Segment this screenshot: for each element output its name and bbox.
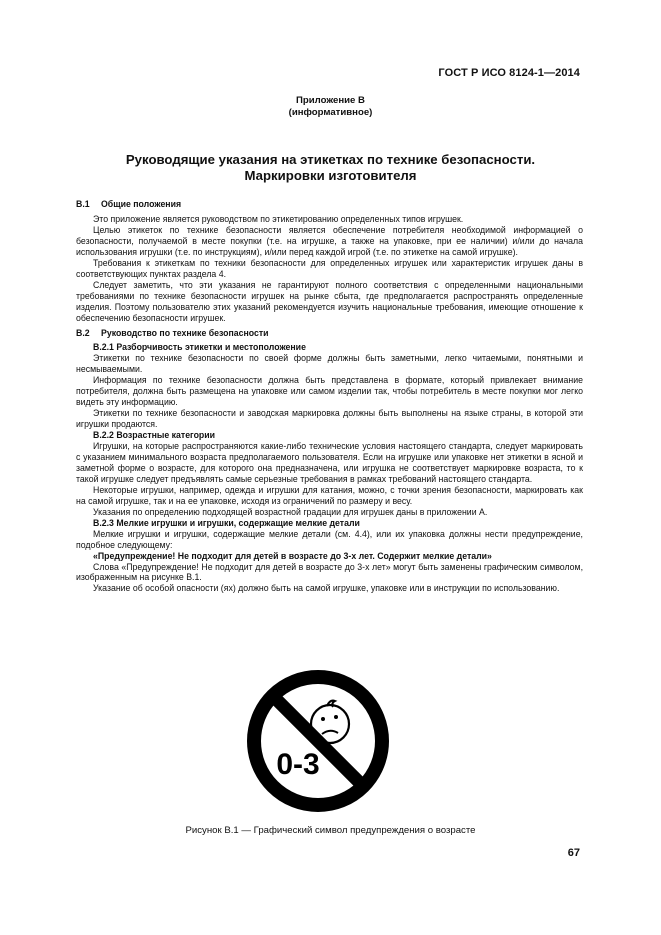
subsection-b21-heading: В.2.1 Разборчивость этикетки и местоположение xyxy=(93,342,306,353)
paragraph: Указания по определению подходящей возрастной градации для игрушек даны в приложении А. xyxy=(93,506,488,517)
section-b2-heading xyxy=(76,328,583,339)
subsection-b23-heading: В.2.3 Мелкие игрушки и игрушки, содержащие мелкие детали xyxy=(93,517,360,528)
section-b1-number: В.1 xyxy=(76,199,90,209)
document-body xyxy=(76,199,583,594)
title-line-2: Маркировки изготовителя xyxy=(244,168,417,183)
page-number: 67 xyxy=(567,847,580,859)
paragraph: Требования к этикеткам по техники безопасности для определенных игрушек или характеристик игрушек даны в соответствующих пунктах раздела 4. xyxy=(76,257,583,279)
paragraph: Этикетки по технике безопасности по своей форме должны быть заметными, легко читаемыми, понятными и несмываемыми. xyxy=(76,353,583,375)
paragraph: Информация по технике безопасности должна быть представлена в формате, который привлекает внимание потребителя, должна быть размещена на упаковке или самом изделии так, чтобы потребитель в месте покупки мог легко видеть эту информацию. xyxy=(76,375,583,408)
annex-heading xyxy=(0,95,661,119)
age-range-label: 0-3 xyxy=(276,748,320,781)
section-b1-heading xyxy=(76,199,583,210)
section-b2-number: В.2 xyxy=(76,328,90,339)
section-b2-title: Руководство по технике безопасности xyxy=(101,328,269,339)
annex-kind: (информативное) xyxy=(288,107,373,118)
paragraph: Игрушки, на которые распространяются какие-либо технические условия настоящего стандарта, следует маркировать с указанием минимального возраста предполагаемого пользователя. Если на игрушке или упаковке нет этикетки в ясной и заметной форме о возрасте, для которого она предназначена, или игрушка не соответствует маркировке возраста, то к такой игрушке следует предъявлять самые серьезные требования в рамках требований настоящего стандарта. xyxy=(76,441,583,484)
figure-caption: Рисунок В.1 — Графический символ предупреждения о возрасте xyxy=(185,825,476,836)
age-warning-symbol xyxy=(243,666,393,816)
paragraph: Некоторые игрушки, например, одежда и игрушки для катания, можно, с точки зрения безопасности, маркировать как на самой игрушке, так и на ее упаковке, исходя из ограничений по размеру и весу. xyxy=(76,484,583,506)
paragraph: Указание об особой опасности (ях) должно быть на самой игрушке, упаковке или в инструкции по использованию. xyxy=(93,583,560,594)
section-b1-title: Общие положения xyxy=(101,199,182,209)
standard-number: ГОСТ Р ИСО 8124-1—2014 xyxy=(438,67,580,79)
title-line-1: Руководящие указания на этикетках по технике безопасности. xyxy=(125,152,536,167)
paragraph: Следует заметить, что эти указания не гарантируют полного соответствия с определенными национальными требованиями по технике безопасности игрушек на рынке сбыта, где предполагается распространять определенные изделия. Поэтому пользователю этих указаний рекомендуется изучить национальные требования, имеющие отношение к обеспечению безопасности игрушек. xyxy=(76,279,583,323)
paragraph: Мелкие игрушки и игрушки, содержащие мелкие детали (см. 4.4), или их упаковка должны нести предупреждение, подобное следующему: xyxy=(76,528,583,550)
paragraph: Этикетки по технике безопасности и заводская маркировка должны быть выполнены на языке страны, в которой эти игрушки продаются. xyxy=(76,408,583,430)
annex-title: Приложение В xyxy=(296,95,365,106)
paragraph: Это приложение является руководством по этикетированию определенных типов игрушек. xyxy=(93,213,464,224)
age-warning-symbol-graphic xyxy=(243,666,393,816)
paragraph: Целью этикеток по технике безопасности является обеспечение потребителя необходимой информацией о безопасности, получаемой в месте покупки (т.е. на игрушке, а также на упаковке, при ее наличии) и/или до начала использования игрушки (т.е. по инструкциям), и/или перед каждой игрой (т.е. по этикетке на самой игрушке). xyxy=(76,224,583,257)
subsection-b22-heading: В.2.2 Возрастные категории xyxy=(93,430,216,441)
paragraph: Слова «Предупреждение! Не подходит для детей в возрасте до 3-х лет» могут быть заменены графическим символом, изображенным на рисунке В.1. xyxy=(76,561,583,583)
warning-text: «Предупреждение! Не подходит для детей в возрасте до 3-х лет. Содержит мелкие детали» xyxy=(93,550,492,561)
document-title xyxy=(0,152,661,184)
